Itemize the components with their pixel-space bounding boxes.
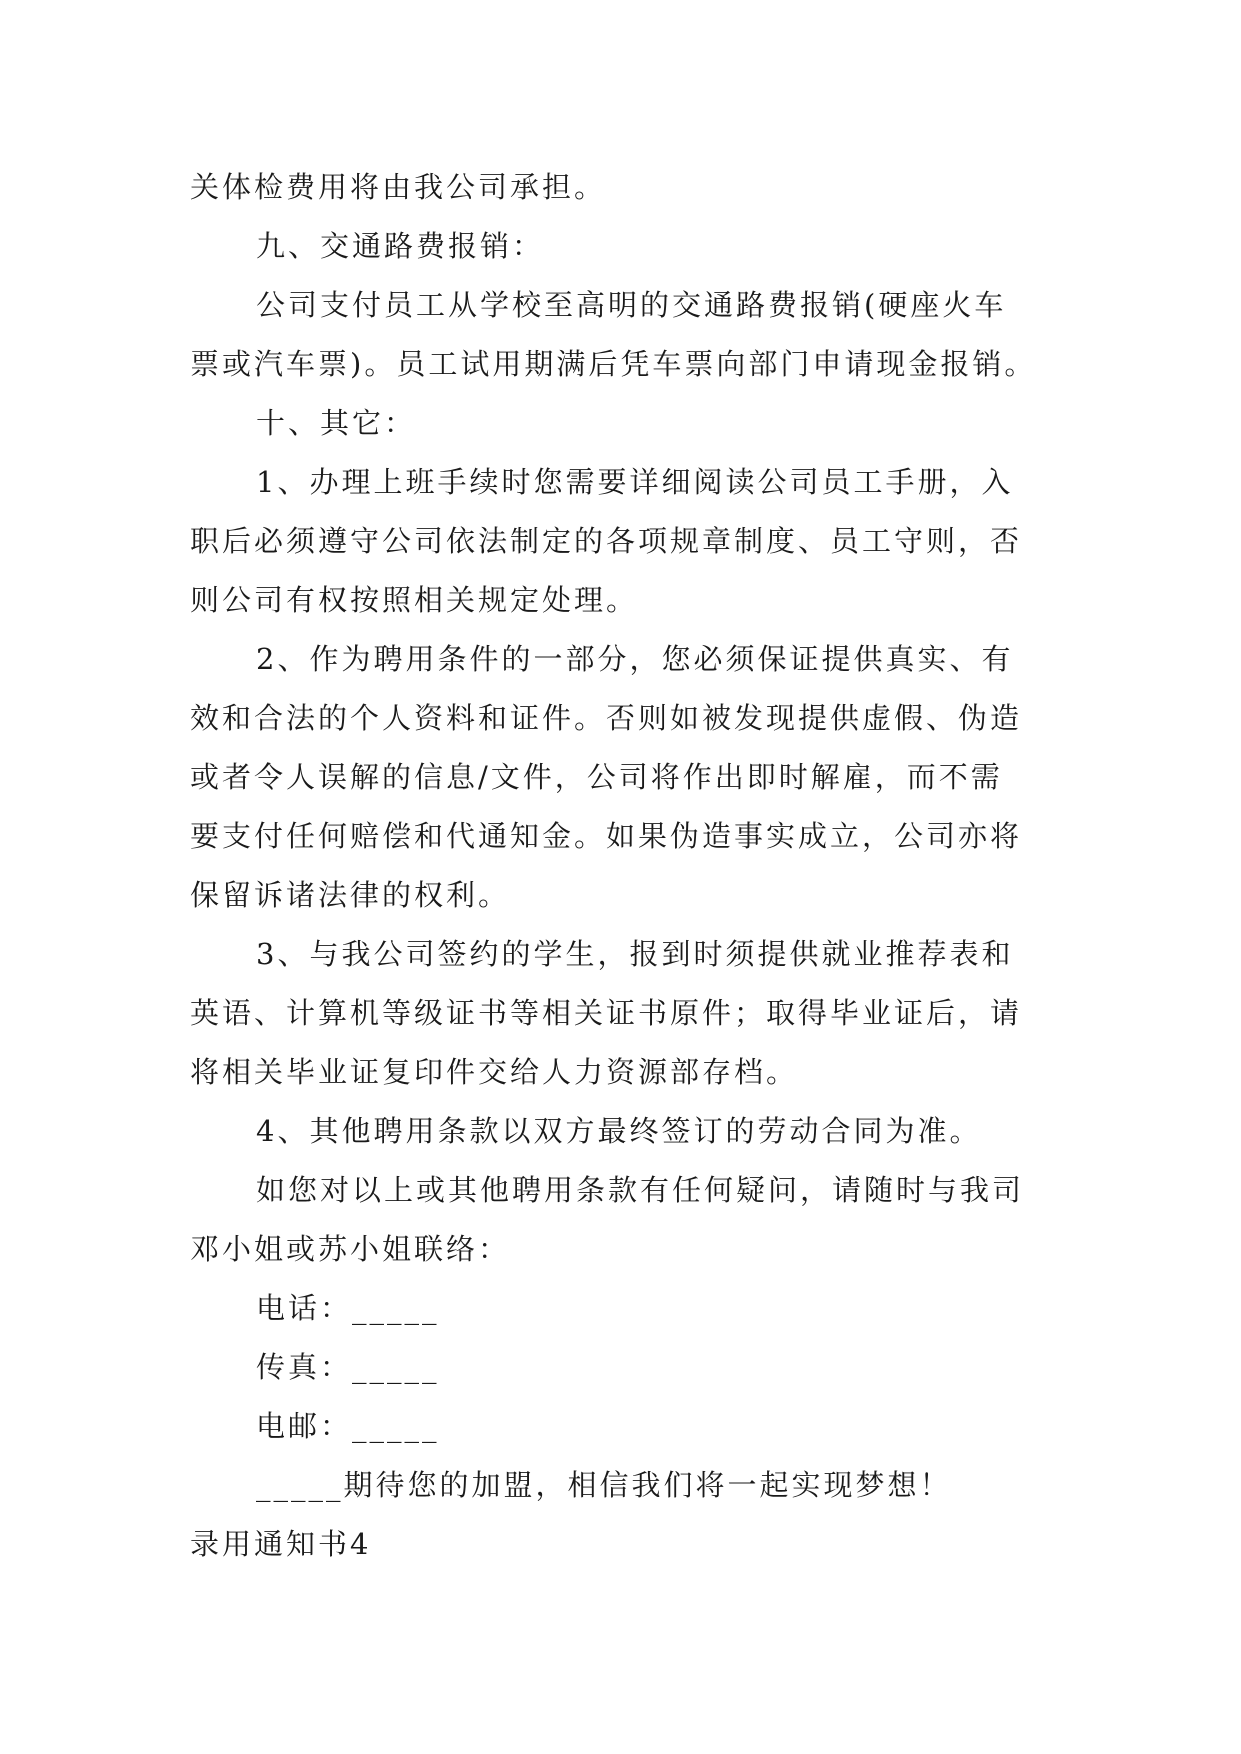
paragraph-line: 保留诉诸法律的权利。 [190,878,511,912]
contact-fax: 传真：_____ [256,1350,440,1384]
paragraph-line: 如您对以上或其他聘用条款有任何疑问，请随时与我司 [256,1173,1025,1207]
contact-email: 电邮：_____ [256,1409,440,1443]
section-heading-other: 十、其它： [256,406,417,440]
paragraph-line: 职后必须遵守公司依法制定的各项规章制度、员工守则，否 [190,524,1023,558]
document-body [190,158,1060,1574]
paragraph-line: 邓小姐或苏小姐联络： [190,1232,511,1266]
paragraph-line: 要支付任何赔偿和代通知金。如果伪造事实成立，公司亦将 [190,819,1023,853]
list-item-1: 1、办理上班手续时您需要详细阅读公司员工手册，入 [256,465,1014,499]
list-item-3: 3、与我公司签约的学生，报到时须提供就业推荐表和 [256,937,1014,971]
paragraph-line: 将相关毕业证复印件交给人力资源部存档。 [190,1055,799,1089]
paragraph-line: 关体检费用将由我公司承担。 [190,170,607,204]
paragraph-line: 效和合法的个人资料和证件。否则如被发现提供虚假、伪造 [190,701,1023,735]
list-item-4: 4、其他聘用条款以双方最终签订的劳动合同为准。 [256,1114,982,1148]
section-heading-transport: 九、交通路费报销： [256,229,545,263]
paragraph-line: 票或汽车票)。员工试用期满后凭车票向部门申请现金报销。 [190,347,1037,381]
list-item-2: 2、作为聘用条件的一部分，您必须保证提供真实、有 [256,642,1014,676]
paragraph-line: 则公司有权按照相关规定处理。 [190,583,639,617]
closing-line: _____期待您的加盟，相信我们将一起实现梦想！ [256,1468,952,1502]
paragraph-line: 英语、计算机等级证书等相关证书原件；取得毕业证后，请 [190,996,1023,1030]
contact-phone: 电话：_____ [256,1291,440,1325]
paragraph-line: 或者令人误解的信息/文件，公司将作出即时解雇，而不需 [190,760,1003,794]
paragraph-line: 公司支付员工从学校至高明的交通路费报销(硬座火车 [256,288,1007,322]
next-section-title: 录用通知书4 [190,1527,372,1561]
